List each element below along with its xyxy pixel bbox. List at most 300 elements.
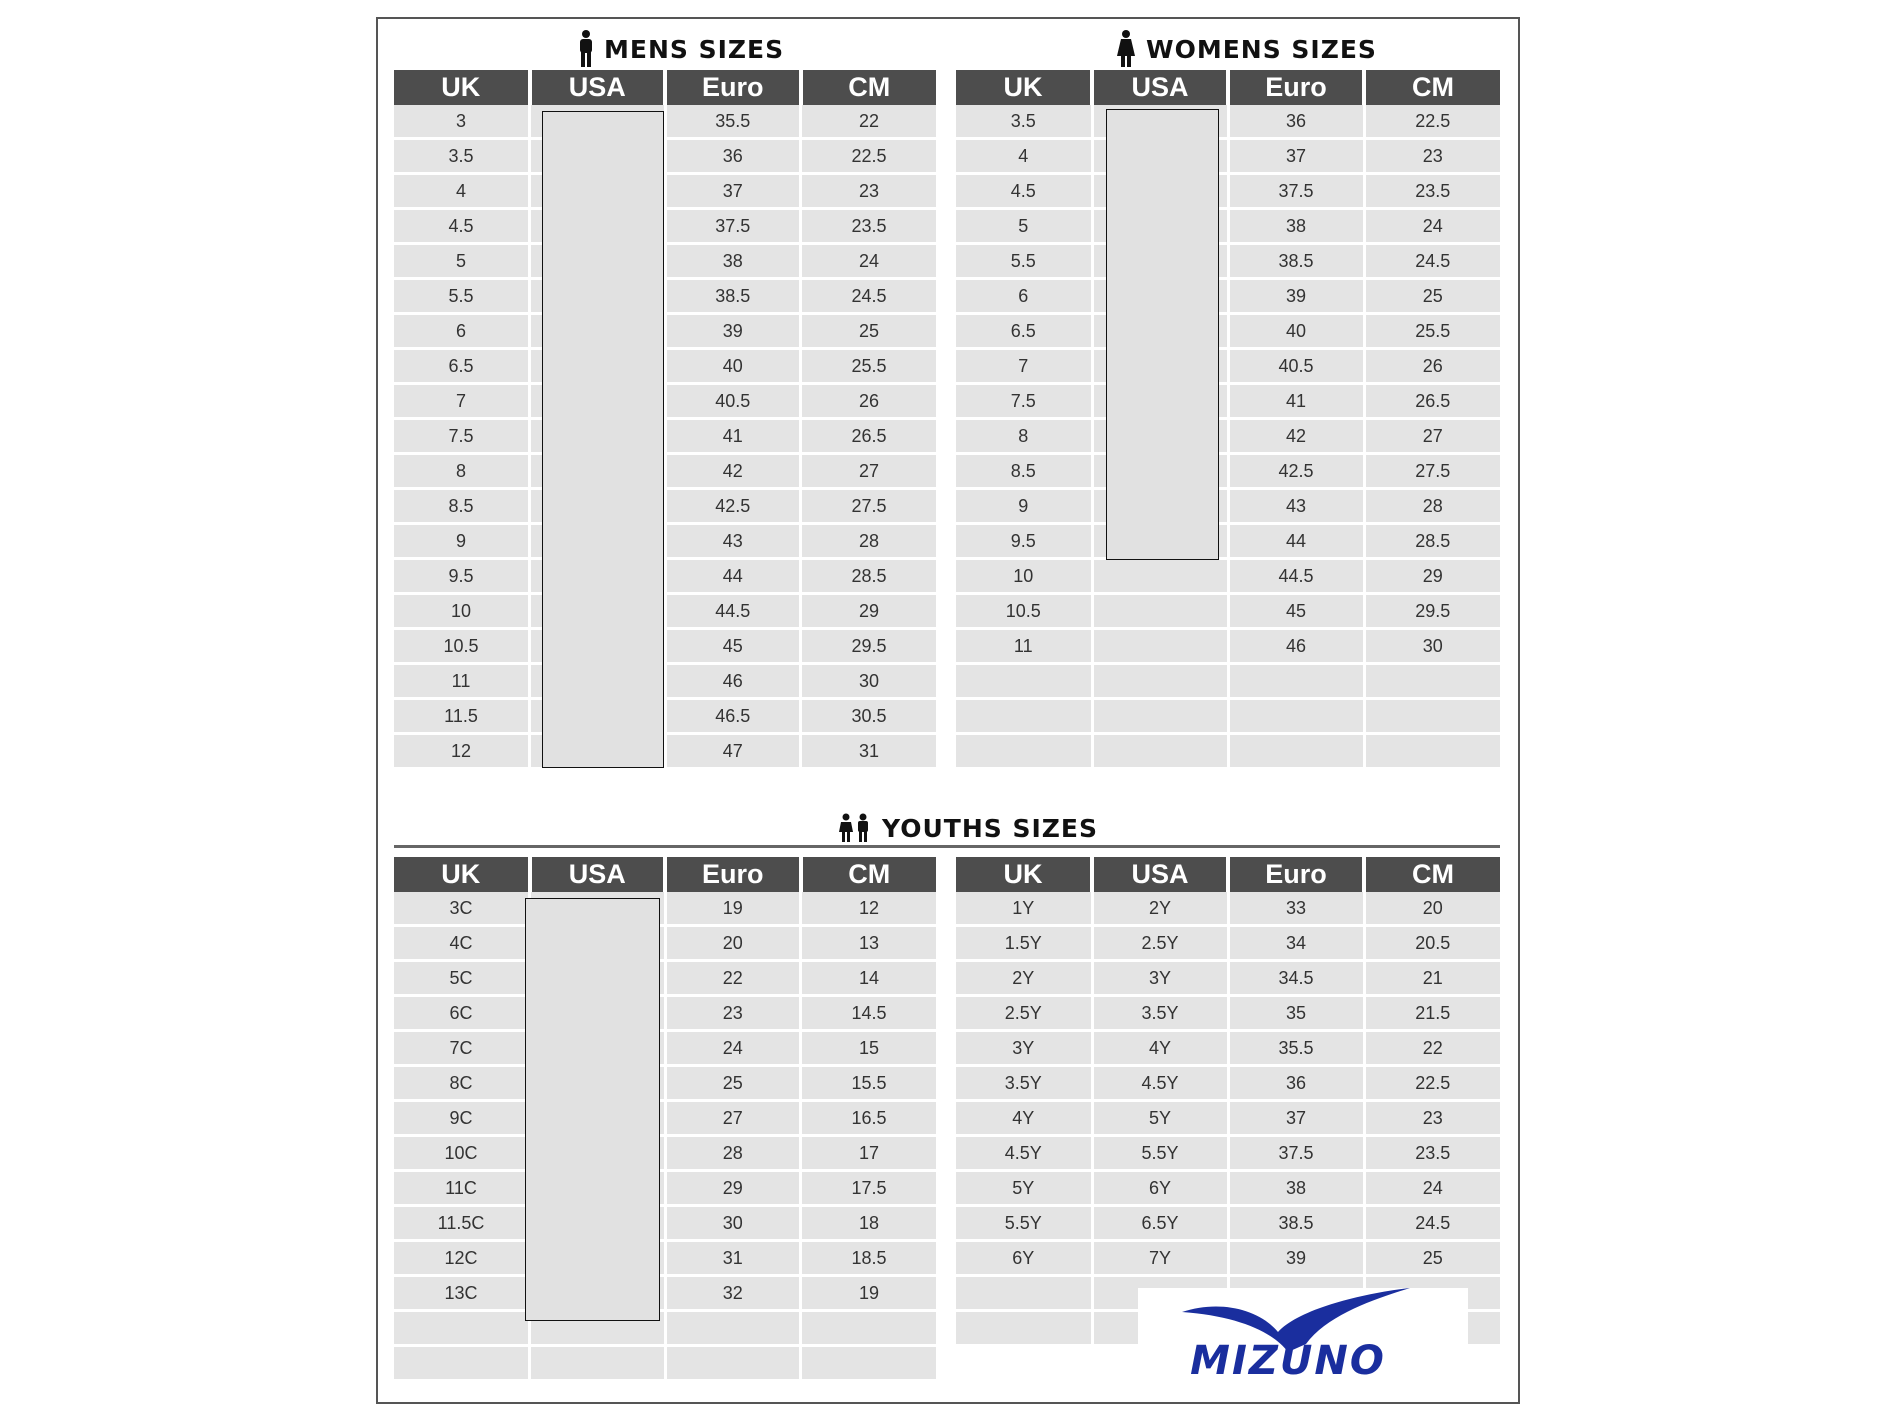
size-cell-euro: 37: [1228, 1101, 1364, 1136]
size-cell-uk: 7C: [394, 1031, 530, 1066]
size-cell-uk: 9.5: [956, 524, 1092, 559]
size-cell-cm: [1364, 664, 1500, 699]
table-row: [394, 1206, 936, 1241]
size-cell-uk: 11: [956, 629, 1092, 664]
size-cell-cm: 22.5: [801, 139, 937, 174]
size-cell-cm: 23.5: [1364, 174, 1500, 209]
size-cell-usa: 5.5Y: [1092, 1136, 1228, 1171]
size-cell-euro: 20: [665, 926, 801, 961]
size-cell-usa: 4.5Y: [1092, 1066, 1228, 1101]
size-cell-euro: 34.5: [1228, 961, 1364, 996]
size-cell-uk: [394, 1346, 530, 1380]
size-cell-cm: 24.5: [1364, 244, 1500, 279]
size-cell-cm: 30: [1364, 629, 1500, 664]
size-cell-uk: 4: [956, 139, 1092, 174]
table-row: [394, 1276, 936, 1311]
size-cell-euro: 37.5: [665, 209, 801, 244]
table-row: [394, 489, 936, 524]
size-cell-uk: 10.5: [956, 594, 1092, 629]
size-cell-euro: 23: [665, 996, 801, 1031]
column-header-euro: Euro: [1228, 857, 1364, 892]
table-row: [956, 926, 1500, 961]
size-cell-cm: 12: [801, 892, 937, 926]
size-cell-euro: [1228, 664, 1364, 699]
size-cell-cm: 22.5: [1364, 105, 1500, 139]
size-cell-usa: [1092, 594, 1228, 629]
table-row: [394, 961, 936, 996]
size-cell-cm: 22: [801, 105, 937, 139]
table-row: [394, 996, 936, 1031]
size-cell-usa: [1092, 629, 1228, 664]
column-header-uk: UK: [394, 857, 530, 892]
table-row: [956, 174, 1500, 209]
size-cell-uk: 10C: [394, 1136, 530, 1171]
size-cell-uk: 4Y: [956, 1101, 1092, 1136]
size-cell-cm: 18: [801, 1206, 937, 1241]
size-cell-cm: 22.5: [1364, 1066, 1500, 1101]
size-cell-uk: 4.5Y: [956, 1136, 1092, 1171]
size-cell-euro: [1228, 699, 1364, 734]
size-cell-cm: 27: [1364, 419, 1500, 454]
size-cell-uk: 8.5: [394, 489, 530, 524]
size-cell-euro: 40: [1228, 314, 1364, 349]
size-cell-cm: 23: [801, 174, 937, 209]
table-row: [956, 629, 1500, 664]
size-cell-cm: 24: [1364, 1171, 1500, 1206]
column-header-uk: UK: [956, 857, 1092, 892]
size-cell-euro: 46: [665, 664, 801, 699]
size-cell-cm: 17.5: [801, 1171, 937, 1206]
size-cell-cm: 25.5: [1364, 314, 1500, 349]
table-row: [956, 1066, 1500, 1101]
size-cell-euro: 40: [665, 349, 801, 384]
womens-size-table: [956, 70, 1500, 767]
table-row: [956, 209, 1500, 244]
size-cell-uk: 6.5: [394, 349, 530, 384]
size-cell-uk: 6: [956, 279, 1092, 314]
size-cell-cm: 28.5: [801, 559, 937, 594]
column-header-uk: UK: [394, 70, 530, 105]
size-cell-cm: 20.5: [1364, 926, 1500, 961]
size-cell-cm: 25: [1364, 1241, 1500, 1276]
size-cell-euro: 25: [665, 1066, 801, 1101]
table-row: [956, 961, 1500, 996]
mizuno-logo-text: MIZUNO: [1190, 1338, 1386, 1380]
size-cell-uk: 10.5: [394, 629, 530, 664]
size-cell-cm: 14.5: [801, 996, 937, 1031]
size-cell-cm: 16.5: [801, 1101, 937, 1136]
size-cell-uk: 5.5: [394, 279, 530, 314]
size-cell-usa: [530, 1346, 666, 1380]
table-row: [956, 996, 1500, 1031]
size-cell-euro: 44: [665, 559, 801, 594]
table-row: [394, 1311, 936, 1346]
column-header-euro: Euro: [665, 857, 801, 892]
table-row: [956, 1241, 1500, 1276]
size-cell-cm: 28.5: [1364, 524, 1500, 559]
size-cell-euro: 37.5: [1228, 174, 1364, 209]
size-cell-cm: [801, 1346, 937, 1380]
size-cell-cm: 25: [801, 314, 937, 349]
size-cell-cm: 23: [1364, 139, 1500, 174]
size-cell-uk: 12C: [394, 1241, 530, 1276]
size-cell-uk: 10: [394, 594, 530, 629]
size-cell-euro: 36: [1228, 1066, 1364, 1101]
size-cell-uk: 5Y: [956, 1171, 1092, 1206]
table-row: [394, 244, 936, 279]
table-row: [394, 454, 936, 489]
table-row: [956, 314, 1500, 349]
size-cell-euro: [1228, 734, 1364, 768]
size-cell-uk: 2Y: [956, 961, 1092, 996]
size-cell-euro: 44.5: [665, 594, 801, 629]
size-cell-uk: 3: [394, 105, 530, 139]
size-cell-cm: 29.5: [1364, 594, 1500, 629]
mizuno-logo: [1138, 1288, 1468, 1380]
table-row: [956, 1031, 1500, 1066]
youths-title-text: YOUTHS SIZES: [882, 813, 1098, 843]
size-cell-cm: 30.5: [801, 699, 937, 734]
size-cell-uk: 2.5Y: [956, 996, 1092, 1031]
size-cell-uk: 7: [956, 349, 1092, 384]
youths-usa-blank-box: [525, 898, 660, 1321]
table-row: [394, 1031, 936, 1066]
size-cell-uk: 3.5: [394, 139, 530, 174]
size-cell-cm: 29.5: [801, 629, 937, 664]
size-cell-euro: 30: [665, 1206, 801, 1241]
table-row: [394, 524, 936, 559]
size-cell-euro: [665, 1311, 801, 1346]
size-cell-uk: 9: [956, 489, 1092, 524]
youths-size-table-right: [956, 857, 1500, 1344]
table-row: [394, 1346, 936, 1380]
size-cell-cm: 26: [1364, 349, 1500, 384]
table-row: [956, 892, 1500, 926]
size-cell-euro: 39: [1228, 279, 1364, 314]
size-cell-cm: 28: [1364, 489, 1500, 524]
column-header-euro: Euro: [1228, 70, 1364, 105]
table-row: [956, 279, 1500, 314]
size-cell-cm: 31: [801, 734, 937, 768]
table-row: [956, 244, 1500, 279]
size-cell-uk: 10: [956, 559, 1092, 594]
size-cell-euro: 46.5: [665, 699, 801, 734]
size-cell-euro: 24: [665, 1031, 801, 1066]
mens-size-table: [394, 70, 936, 767]
table-row: [956, 1136, 1500, 1171]
size-cell-cm: [801, 1311, 937, 1346]
table-row: [394, 419, 936, 454]
size-cell-uk: [956, 664, 1092, 699]
size-cell-cm: 14: [801, 961, 937, 996]
size-cell-cm: 23.5: [1364, 1136, 1500, 1171]
table-row: [394, 105, 936, 139]
size-cell-uk: [394, 1311, 530, 1346]
size-cell-euro: 39: [665, 314, 801, 349]
size-cell-euro: 41: [665, 419, 801, 454]
size-cell-usa: 3.5Y: [1092, 996, 1228, 1031]
table-row: [394, 139, 936, 174]
size-cell-uk: 3C: [394, 892, 530, 926]
size-cell-uk: 8: [394, 454, 530, 489]
size-cell-uk: 6: [394, 314, 530, 349]
size-cell-usa: [1092, 699, 1228, 734]
size-cell-cm: 17: [801, 1136, 937, 1171]
size-cell-uk: 7: [394, 384, 530, 419]
size-cell-uk: 3Y: [956, 1031, 1092, 1066]
size-cell-usa: 5Y: [1092, 1101, 1228, 1136]
youths-size-table-left: [394, 857, 936, 1379]
table-row: [956, 699, 1500, 734]
size-cell-euro: 34: [1228, 926, 1364, 961]
size-cell-cm: 19: [801, 1276, 937, 1311]
size-cell-uk: [956, 1311, 1092, 1345]
column-header-usa: USA: [1092, 70, 1228, 105]
column-header-usa: USA: [530, 857, 666, 892]
table-row: [956, 1206, 1500, 1241]
womens-usa-blank-box: [1106, 109, 1219, 560]
size-cell-euro: 38.5: [1228, 1206, 1364, 1241]
size-cell-euro: 38: [1228, 209, 1364, 244]
size-cell-euro: 45: [1228, 594, 1364, 629]
size-cell-cm: 26.5: [801, 419, 937, 454]
size-cell-cm: 21.5: [1364, 996, 1500, 1031]
size-cell-euro: 38: [1228, 1171, 1364, 1206]
size-cell-cm: 28: [801, 524, 937, 559]
size-cell-uk: 4C: [394, 926, 530, 961]
size-cell-uk: 1Y: [956, 892, 1092, 926]
size-cell-cm: 22: [1364, 1031, 1500, 1066]
table-row: [394, 664, 936, 699]
table-row: [394, 892, 936, 926]
size-cell-uk: 9.5: [394, 559, 530, 594]
size-cell-cm: 30: [801, 664, 937, 699]
size-cell-uk: 5.5: [956, 244, 1092, 279]
size-cell-uk: [956, 1276, 1092, 1311]
size-cell-euro: 28: [665, 1136, 801, 1171]
table-row: [394, 1136, 936, 1171]
size-cell-euro: 38: [665, 244, 801, 279]
size-cell-cm: 23.5: [801, 209, 937, 244]
size-cell-cm: 18.5: [801, 1241, 937, 1276]
size-cell-uk: 8: [956, 419, 1092, 454]
size-cell-uk: [956, 734, 1092, 768]
size-cell-euro: 38.5: [1228, 244, 1364, 279]
column-header-cm: CM: [1364, 70, 1500, 105]
size-cell-cm: 15: [801, 1031, 937, 1066]
size-cell-uk: 11C: [394, 1171, 530, 1206]
woman-icon: [1116, 30, 1136, 68]
table-row: [394, 1171, 936, 1206]
size-cell-usa: [1092, 559, 1228, 594]
table-row: [956, 489, 1500, 524]
size-cell-euro: 37.5: [1228, 1136, 1364, 1171]
size-cell-uk: 9: [394, 524, 530, 559]
column-header-cm: CM: [801, 857, 937, 892]
mens-usa-blank-box: [542, 111, 664, 768]
size-cell-uk: 7.5: [956, 384, 1092, 419]
size-cell-euro: 42: [1228, 419, 1364, 454]
size-cell-uk: 3.5Y: [956, 1066, 1092, 1101]
size-cell-euro: 40.5: [1228, 349, 1364, 384]
size-cell-uk: 11.5: [394, 699, 530, 734]
size-cell-cm: 24.5: [801, 279, 937, 314]
man-icon: [578, 30, 594, 68]
youths-section-title: [838, 813, 1098, 843]
table-row: [956, 384, 1500, 419]
size-cell-euro: 33: [1228, 892, 1364, 926]
size-cell-euro: 22: [665, 961, 801, 996]
size-cell-usa: 3Y: [1092, 961, 1228, 996]
size-cell-cm: 25.5: [801, 349, 937, 384]
table-row: [394, 926, 936, 961]
table-row: [394, 174, 936, 209]
size-cell-cm: 27.5: [1364, 454, 1500, 489]
children-icon: [838, 813, 872, 843]
size-cell-euro: 40.5: [665, 384, 801, 419]
table-row: [956, 559, 1500, 594]
size-cell-cm: 26: [801, 384, 937, 419]
size-cell-uk: 4.5: [956, 174, 1092, 209]
size-cell-euro: 42: [665, 454, 801, 489]
size-cell-uk: 3.5: [956, 105, 1092, 139]
size-cell-usa: 2Y: [1092, 892, 1228, 926]
size-cell-cm: [1364, 699, 1500, 734]
size-cell-uk: 13C: [394, 1276, 530, 1311]
table-row: [394, 629, 936, 664]
section-divider: [394, 845, 1500, 848]
size-cell-cm: 27: [801, 454, 937, 489]
column-header-usa: USA: [1092, 857, 1228, 892]
size-cell-cm: 26.5: [1364, 384, 1500, 419]
size-cell-cm: 24: [1364, 209, 1500, 244]
womens-section-title: [1116, 30, 1377, 68]
table-row: [956, 1171, 1500, 1206]
size-cell-uk: 11.5C: [394, 1206, 530, 1241]
mens-title-text: MENS SIZES: [604, 34, 785, 64]
size-cell-euro: 39: [1228, 1241, 1364, 1276]
table-row: [394, 314, 936, 349]
size-cell-euro: 37: [665, 174, 801, 209]
size-cell-euro: 35.5: [1228, 1031, 1364, 1066]
size-cell-euro: 42.5: [665, 489, 801, 524]
table-row: [394, 1241, 936, 1276]
womens-title-text: WOMENS SIZES: [1146, 34, 1377, 64]
size-cell-euro: 38.5: [665, 279, 801, 314]
table-row: [956, 524, 1500, 559]
table-row: [956, 139, 1500, 174]
size-cell-cm: [1364, 734, 1500, 768]
table-row: [956, 594, 1500, 629]
table-row: [394, 559, 936, 594]
table-row: [394, 699, 936, 734]
size-cell-euro: 31: [665, 1241, 801, 1276]
size-cell-euro: 37: [1228, 139, 1364, 174]
size-cell-uk: 5: [956, 209, 1092, 244]
size-cell-euro: [665, 1346, 801, 1380]
size-cell-uk: 6C: [394, 996, 530, 1031]
size-cell-euro: 47: [665, 734, 801, 768]
table-row: [956, 349, 1500, 384]
size-cell-euro: 35: [1228, 996, 1364, 1031]
size-cell-euro: 36: [1228, 105, 1364, 139]
size-cell-uk: 1.5Y: [956, 926, 1092, 961]
size-cell-euro: 32: [665, 1276, 801, 1311]
size-cell-cm: 13: [801, 926, 937, 961]
size-cell-cm: 20: [1364, 892, 1500, 926]
size-cell-uk: 12: [394, 734, 530, 768]
size-cell-euro: 43: [1228, 489, 1364, 524]
size-cell-uk: [956, 699, 1092, 734]
size-cell-uk: 8C: [394, 1066, 530, 1101]
size-cell-uk: 6.5: [956, 314, 1092, 349]
size-cell-euro: 45: [665, 629, 801, 664]
mens-section-title: [578, 30, 784, 68]
table-row: [956, 734, 1500, 768]
table-row: [394, 1066, 936, 1101]
size-cell-usa: [1092, 664, 1228, 699]
size-cell-cm: 24.5: [1364, 1206, 1500, 1241]
size-cell-euro: 44: [1228, 524, 1364, 559]
size-cell-euro: 41: [1228, 384, 1364, 419]
size-cell-euro: 42.5: [1228, 454, 1364, 489]
table-row: [394, 209, 936, 244]
size-cell-cm: 24: [801, 244, 937, 279]
size-cell-uk: 4.5: [394, 209, 530, 244]
size-cell-usa: 6Y: [1092, 1171, 1228, 1206]
size-cell-cm: 25: [1364, 279, 1500, 314]
size-cell-uk: 11: [394, 664, 530, 699]
size-cell-euro: 29: [665, 1171, 801, 1206]
column-header-usa: USA: [530, 70, 666, 105]
table-row: [956, 105, 1500, 139]
size-cell-euro: 35.5: [665, 105, 801, 139]
size-cell-usa: 7Y: [1092, 1241, 1228, 1276]
table-row: [394, 1101, 936, 1136]
size-cell-cm: 27.5: [801, 489, 937, 524]
size-cell-cm: 29: [1364, 559, 1500, 594]
table-row: [956, 664, 1500, 699]
table-row: [956, 454, 1500, 489]
table-row: [394, 349, 936, 384]
size-cell-uk: 5: [394, 244, 530, 279]
table-row: [394, 384, 936, 419]
size-cell-usa: 2.5Y: [1092, 926, 1228, 961]
size-cell-uk: 5C: [394, 961, 530, 996]
column-header-euro: Euro: [665, 70, 801, 105]
table-row: [394, 594, 936, 629]
table-row: [956, 1101, 1500, 1136]
size-cell-uk: 6Y: [956, 1241, 1092, 1276]
size-cell-cm: 29: [801, 594, 937, 629]
size-cell-uk: 8.5: [956, 454, 1092, 489]
size-cell-euro: 46: [1228, 629, 1364, 664]
size-cell-cm: 15.5: [801, 1066, 937, 1101]
table-row: [956, 419, 1500, 454]
size-cell-euro: 36: [665, 139, 801, 174]
size-cell-uk: 5.5Y: [956, 1206, 1092, 1241]
size-cell-uk: 7.5: [394, 419, 530, 454]
column-header-cm: CM: [801, 70, 937, 105]
size-cell-cm: 23: [1364, 1101, 1500, 1136]
table-row: [394, 734, 936, 768]
size-cell-euro: 44.5: [1228, 559, 1364, 594]
size-cell-usa: 6.5Y: [1092, 1206, 1228, 1241]
size-cell-uk: 4: [394, 174, 530, 209]
size-cell-euro: 43: [665, 524, 801, 559]
column-header-cm: CM: [1364, 857, 1500, 892]
column-header-uk: UK: [956, 70, 1092, 105]
